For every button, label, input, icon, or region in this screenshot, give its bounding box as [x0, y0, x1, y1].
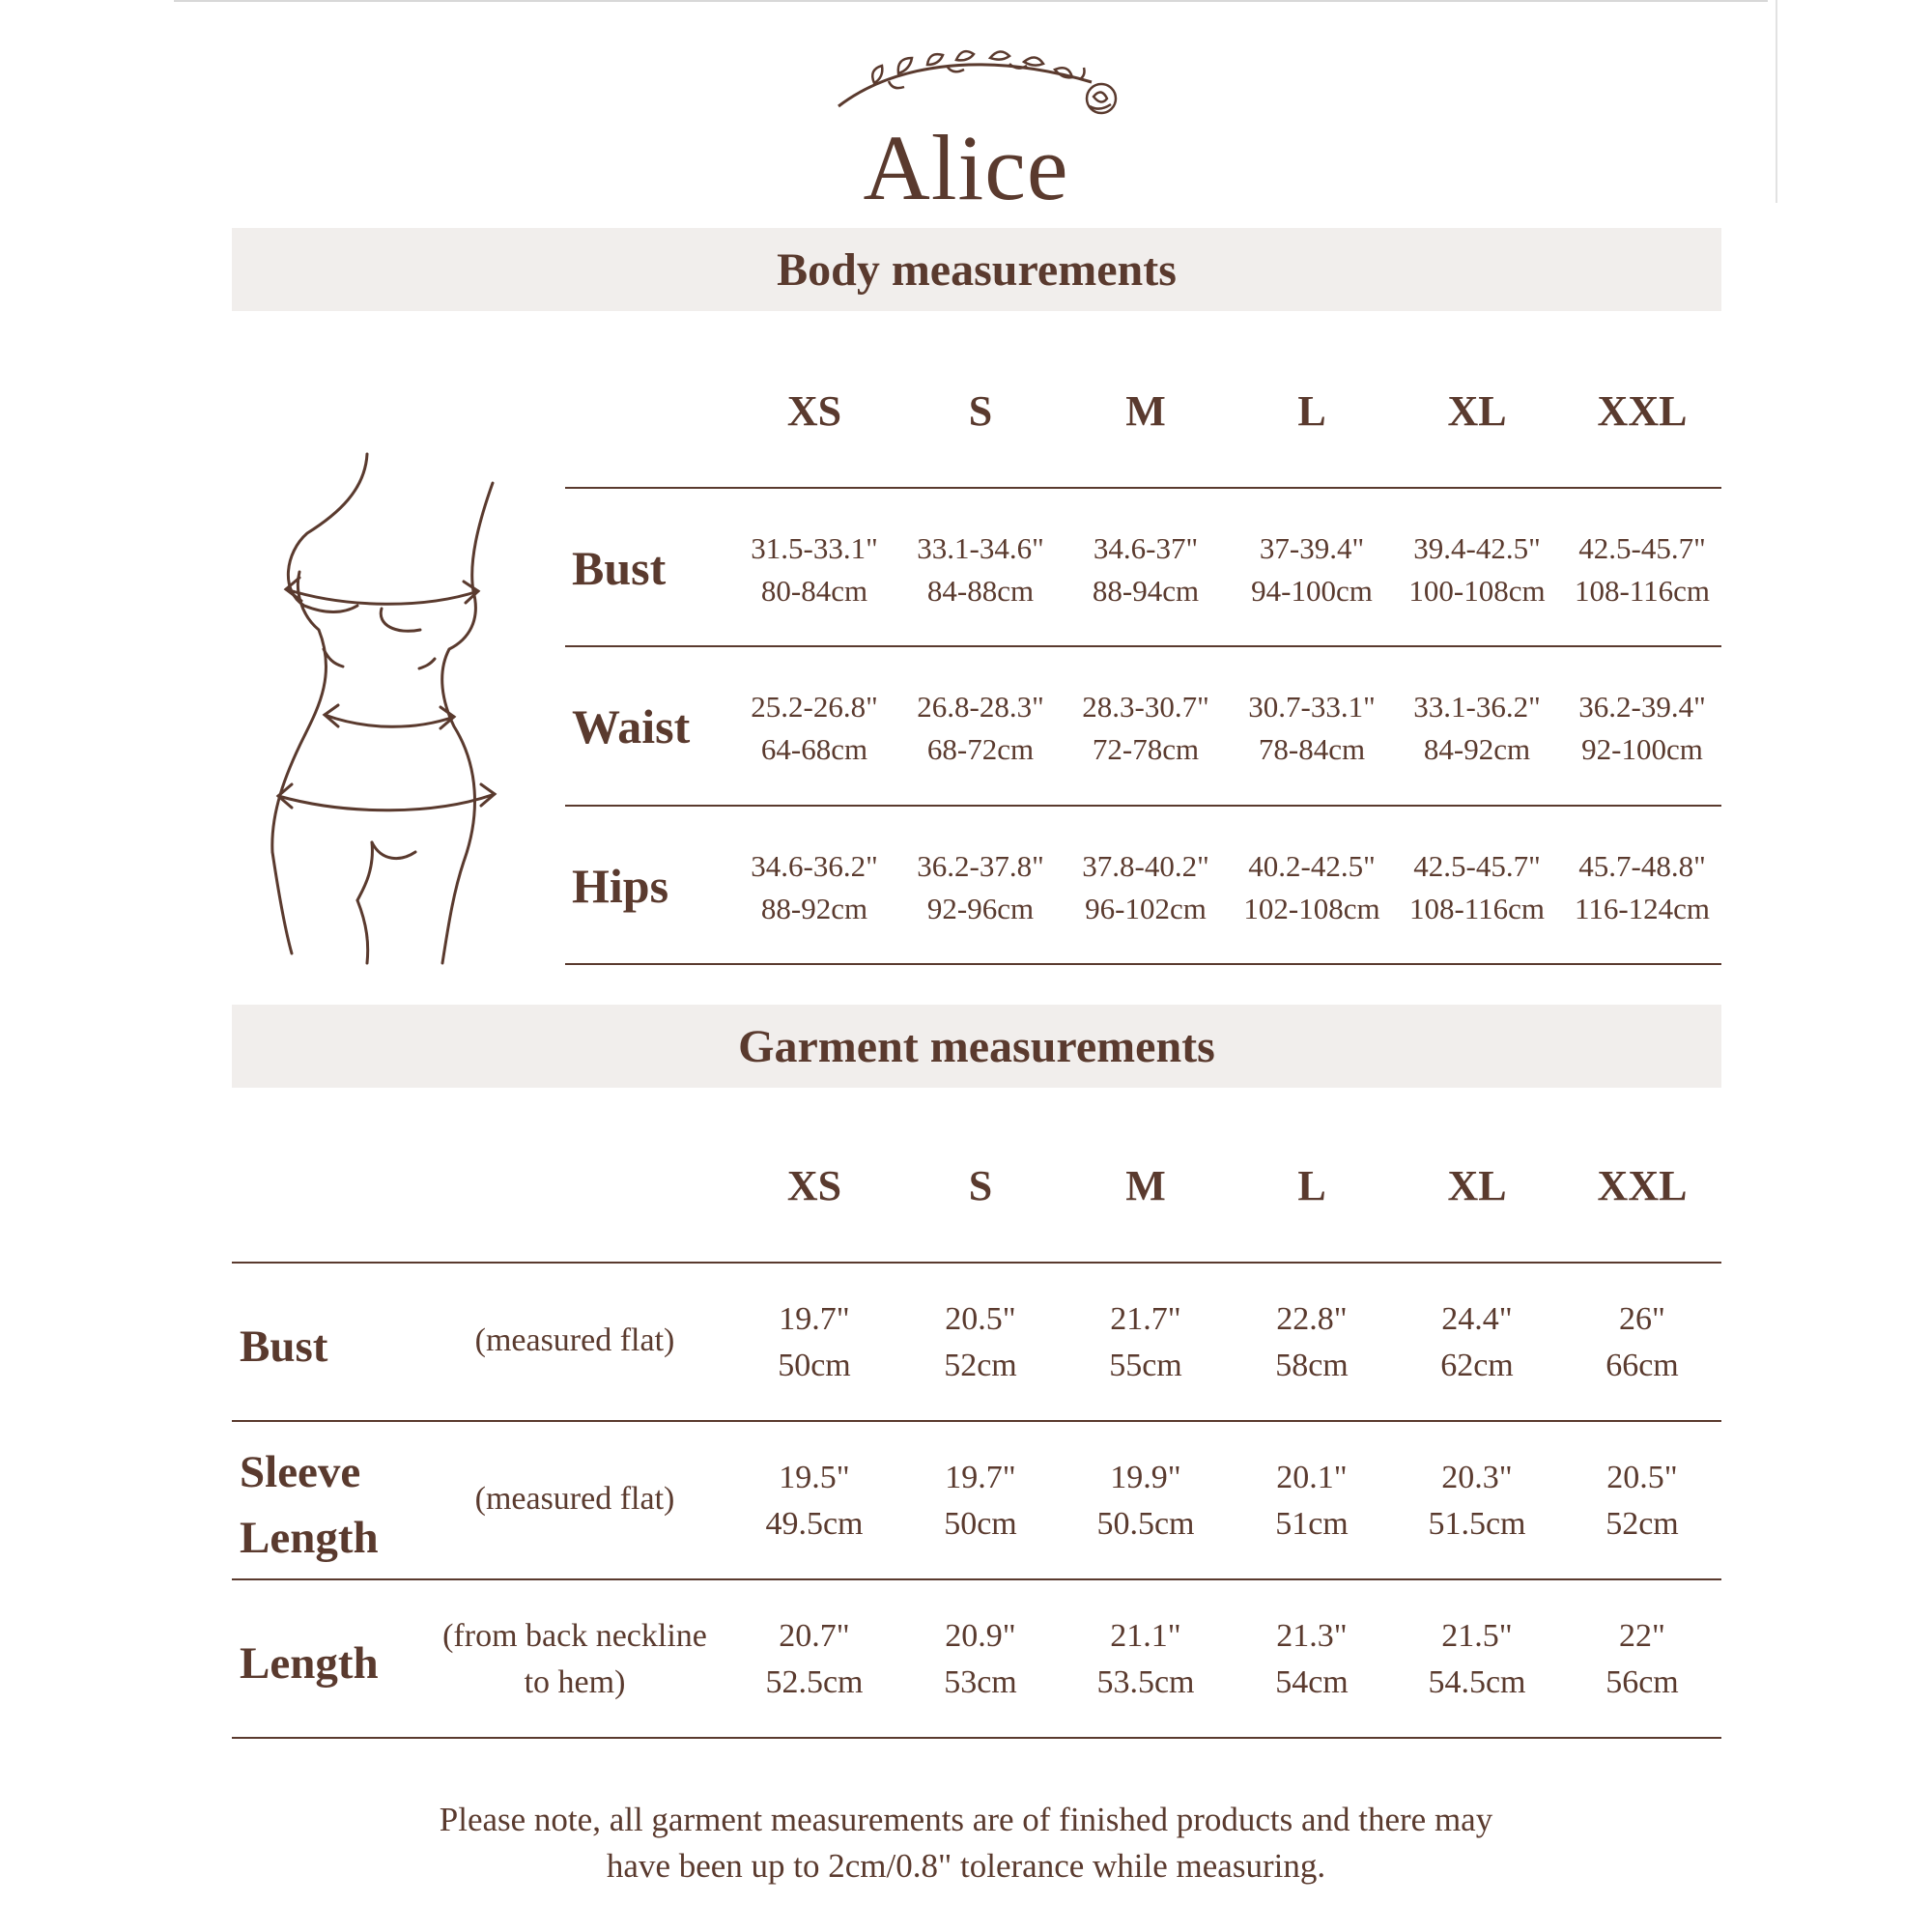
cm-value: 100-108cm	[1408, 574, 1546, 608]
inch-value: 21.1"	[1110, 1618, 1181, 1654]
measurement-cell	[1560, 527, 1724, 612]
row-note	[415, 1613, 734, 1706]
cm-value: 58cm	[1275, 1348, 1349, 1383]
inch-value: 28.3-30.7"	[1082, 690, 1209, 724]
measurement-cell	[1230, 1296, 1394, 1389]
cm-value: 49.5cm	[765, 1506, 864, 1542]
row-note	[415, 1476, 734, 1522]
inch-value: 40.2-42.5"	[1248, 849, 1376, 883]
measurement-cell	[1230, 527, 1394, 612]
row-label-waist: Waist	[572, 699, 691, 753]
measurement-cell	[898, 527, 1063, 612]
row-label-line: Length	[240, 1638, 379, 1689]
measurement-cell	[898, 1455, 1063, 1548]
inch-value: 30.7-33.1"	[1248, 690, 1376, 724]
measurement-cell	[1560, 686, 1724, 771]
measurement-cell	[898, 686, 1063, 771]
inch-value: 20.7"	[779, 1618, 850, 1654]
size-header-m: M	[1125, 387, 1166, 435]
table-rule	[232, 1420, 1721, 1422]
measurement-cell	[1064, 845, 1228, 930]
measurement-cell	[898, 1296, 1063, 1389]
row-label	[240, 1631, 379, 1696]
inch-value: 34.6-37"	[1093, 531, 1199, 565]
measurement-cell	[1395, 1613, 1559, 1706]
size-header-xs: XS	[786, 1162, 842, 1209]
size-header-l: L	[1297, 1162, 1326, 1209]
cm-value: 64-68cm	[760, 732, 868, 766]
size-header-s: S	[968, 1162, 993, 1209]
measurement-cell	[732, 845, 896, 930]
size-header-xs: XS	[786, 387, 842, 435]
cm-value: 53.5cm	[1096, 1664, 1195, 1700]
inch-value: 39.4-42.5"	[1413, 531, 1541, 565]
table-rule	[232, 1262, 1721, 1264]
cm-value: 53cm	[944, 1664, 1017, 1700]
inch-value: 26.8-28.3"	[917, 690, 1044, 724]
cm-value: 55cm	[1109, 1348, 1182, 1383]
inch-value: 20.5"	[945, 1301, 1016, 1337]
inch-value: 21.7"	[1110, 1301, 1181, 1337]
table-rule	[565, 487, 1721, 489]
garment-measurements-header: Garment measurements	[232, 1005, 1721, 1088]
inch-value: 21.5"	[1441, 1618, 1513, 1654]
measurement-cell	[732, 1613, 896, 1706]
cm-value: 84-92cm	[1423, 732, 1531, 766]
measurement-cell	[732, 686, 896, 771]
row-label-line: Bust	[240, 1321, 328, 1372]
inch-value: 19.9"	[1110, 1460, 1181, 1495]
cm-value: 84-88cm	[926, 574, 1035, 608]
row-note-line: (measured flat)	[474, 1481, 675, 1517]
inch-value: 19.5"	[779, 1460, 850, 1495]
cm-value: 56cm	[1605, 1664, 1679, 1700]
cm-value: 50cm	[778, 1348, 851, 1383]
size-header-m: M	[1125, 1162, 1166, 1209]
footnote-line: Please note, all garment measurements are of finished products and there may	[439, 1801, 1493, 1838]
size-header-xl: XL	[1447, 387, 1507, 435]
measurement-cell	[1395, 686, 1559, 771]
inch-value: 33.1-34.6"	[917, 531, 1044, 565]
tolerance-footnote	[0, 1797, 1932, 1889]
row-label-bust: Bust	[572, 541, 667, 595]
row-label	[240, 1314, 327, 1379]
footnote-line: have been up to 2cm/0.8" tolerance while measuring.	[606, 1847, 1326, 1885]
size-header-xxl: XXL	[1597, 387, 1688, 435]
cm-value: 102-108cm	[1243, 892, 1380, 925]
measurement-cell	[1230, 1455, 1394, 1548]
brand-title: Alice	[863, 116, 1069, 219]
cm-value: 52cm	[1605, 1506, 1679, 1542]
inch-value: 37-39.4"	[1259, 531, 1365, 565]
measurement-cell	[1230, 1613, 1394, 1706]
cm-value: 51cm	[1275, 1506, 1349, 1542]
measurement-cell	[1395, 845, 1559, 930]
row-note-line: to hem)	[524, 1664, 626, 1700]
measurement-cell	[732, 1296, 896, 1389]
table-rule	[232, 1578, 1721, 1580]
cm-value: 50cm	[944, 1506, 1017, 1542]
measurement-cell	[1230, 845, 1394, 930]
table-rule	[565, 805, 1721, 807]
inch-value: 37.8-40.2"	[1082, 849, 1209, 883]
size-header-s: S	[968, 387, 993, 435]
size-header-l: L	[1297, 387, 1326, 435]
measurement-cell	[1064, 1296, 1228, 1389]
inch-value: 26"	[1619, 1301, 1665, 1337]
cm-value: 88-92cm	[760, 892, 868, 925]
measurement-cell	[1230, 686, 1394, 771]
measurement-cell	[898, 1613, 1063, 1706]
inch-value: 20.3"	[1441, 1460, 1513, 1495]
inch-value: 36.2-37.8"	[917, 849, 1044, 883]
measurement-cell	[1395, 1296, 1559, 1389]
inch-value: 19.7"	[779, 1301, 850, 1337]
cm-value: 52.5cm	[765, 1664, 864, 1700]
measurement-cell	[1560, 1455, 1724, 1548]
cm-value: 78-84cm	[1258, 732, 1366, 766]
inch-value: 36.2-39.4"	[1578, 690, 1706, 724]
cm-value: 92-100cm	[1581, 732, 1703, 766]
inch-value: 31.5-33.1"	[751, 531, 878, 565]
size-header-xxl: XXL	[1597, 1162, 1688, 1209]
body-silhouette-illustration	[261, 446, 512, 968]
inch-value: 20.5"	[1606, 1460, 1678, 1495]
inch-value: 20.9"	[945, 1618, 1016, 1654]
measurement-cell	[1395, 1455, 1559, 1548]
row-label	[240, 1439, 379, 1571]
measurement-cell	[1395, 527, 1559, 612]
cm-value: 52cm	[944, 1348, 1017, 1383]
table-rule	[565, 645, 1721, 647]
inch-value: 21.3"	[1276, 1618, 1348, 1654]
inch-value: 24.4"	[1441, 1301, 1513, 1337]
cm-value: 96-102cm	[1085, 892, 1207, 925]
measurement-cell	[732, 1455, 896, 1548]
inch-value: 22"	[1619, 1618, 1665, 1654]
body-measurements-header: Body measurements	[232, 228, 1721, 311]
measurement-cell	[1560, 1613, 1724, 1706]
cm-value: 66cm	[1605, 1348, 1679, 1383]
cm-value: 51.5cm	[1428, 1506, 1526, 1542]
row-note-line: (measured flat)	[474, 1322, 675, 1358]
measurement-cell	[1064, 686, 1228, 771]
row-label-line: Length	[240, 1513, 379, 1563]
inch-value: 25.2-26.8"	[751, 690, 878, 724]
cm-value: 80-84cm	[760, 574, 868, 608]
page-top-edge	[174, 0, 1768, 2]
inch-value: 45.7-48.8"	[1578, 849, 1706, 883]
row-note	[415, 1318, 734, 1364]
cm-value: 92-96cm	[926, 892, 1035, 925]
inch-value: 34.6-36.2"	[751, 849, 878, 883]
table-rule	[232, 1737, 1721, 1739]
measurement-cell	[1560, 845, 1724, 930]
cm-value: 72-78cm	[1092, 732, 1200, 766]
cm-value: 88-94cm	[1092, 574, 1200, 608]
measurement-cell	[1064, 1613, 1228, 1706]
row-label-hips: Hips	[572, 859, 669, 913]
table-rule	[565, 963, 1721, 965]
inch-value: 22.8"	[1276, 1301, 1348, 1337]
measurement-cell	[732, 527, 896, 612]
row-note-line: (from back neckline	[442, 1618, 707, 1654]
measurement-cell	[1064, 527, 1228, 612]
inch-value: 33.1-36.2"	[1413, 690, 1541, 724]
inch-value: 42.5-45.7"	[1413, 849, 1541, 883]
inch-value: 42.5-45.7"	[1578, 531, 1706, 565]
size-header-xl: XL	[1447, 1162, 1507, 1209]
measurement-cell	[1560, 1296, 1724, 1389]
cm-value: 116-124cm	[1574, 892, 1711, 925]
cm-value: 108-116cm	[1408, 892, 1546, 925]
row-label-line: Sleeve	[240, 1447, 361, 1497]
cm-value: 94-100cm	[1251, 574, 1373, 608]
inch-value: 19.7"	[945, 1460, 1016, 1495]
measurement-cell	[1064, 1455, 1228, 1548]
measurement-cell	[898, 845, 1063, 930]
cm-value: 108-116cm	[1574, 574, 1711, 608]
cm-value: 62cm	[1440, 1348, 1514, 1383]
cm-value: 50.5cm	[1096, 1506, 1195, 1542]
inch-value: 20.1"	[1276, 1460, 1348, 1495]
cm-value: 54cm	[1275, 1664, 1349, 1700]
cm-value: 68-72cm	[926, 732, 1035, 766]
cm-value: 54.5cm	[1428, 1664, 1526, 1700]
